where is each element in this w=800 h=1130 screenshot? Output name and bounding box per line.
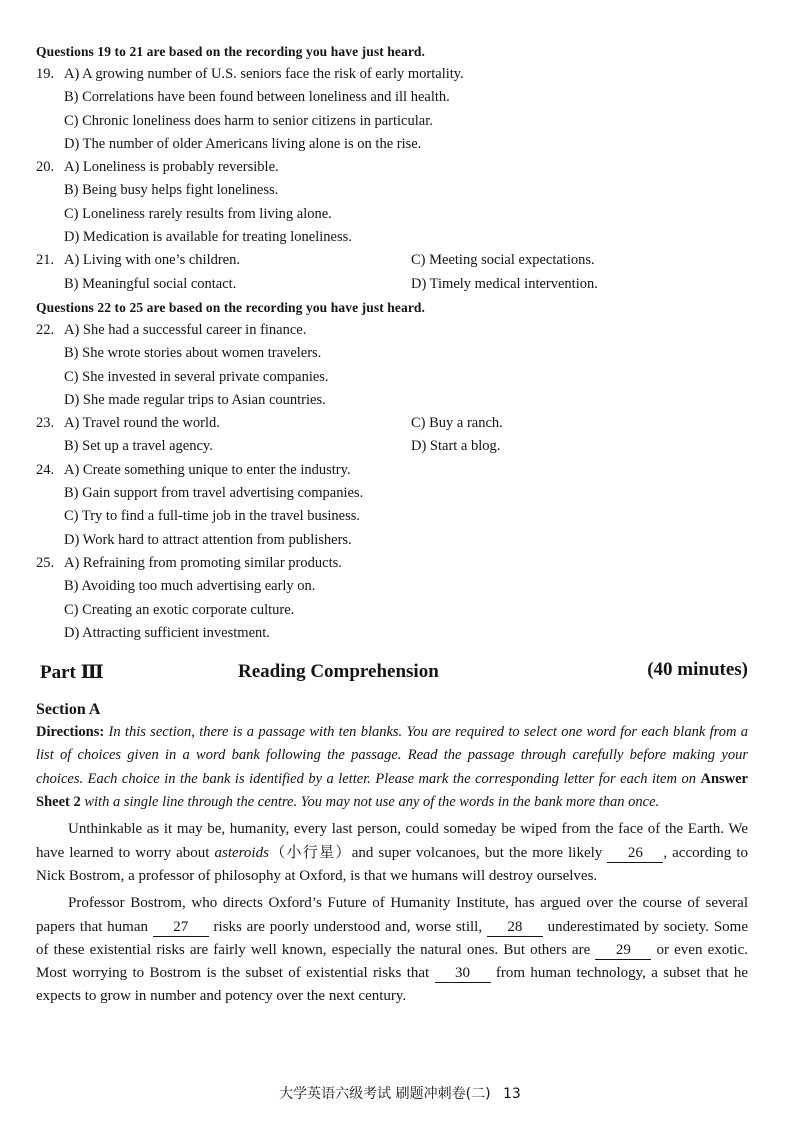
blank-27: 27 (153, 919, 209, 937)
option-b: B) She wrote stories about women travelers. (64, 345, 322, 362)
option-a: A) She had a successful career in finance. (64, 321, 307, 338)
option-d: D) Timely medical intervention. (411, 275, 598, 292)
question-number: 24. (36, 461, 55, 478)
question-20 (36, 156, 748, 249)
term-asteroids: asteroids (214, 844, 269, 861)
blank-26: 26 (607, 845, 663, 863)
option-c: C) Chronic loneliness does harm to senior citizens in particular. (64, 112, 433, 129)
para2-text-2: risks are poorly understood and, worse still, (208, 918, 487, 935)
part-heading (36, 657, 748, 693)
passage-paragraph-1 (36, 818, 748, 888)
blank-29: 29 (595, 942, 651, 960)
passage-paragraph-2 (36, 892, 748, 1008)
group1-heading: Questions 19 to 21 are based on the recording you have just heard. (36, 44, 425, 59)
question-number: 21. (36, 252, 55, 269)
question-number: 22. (36, 321, 55, 338)
option-a: A) Living with one’s children. (64, 252, 240, 269)
question-number: 23. (36, 415, 55, 432)
para1-text-1: Unthinkable as it may be, humanity, every last person, could someday be wiped from the face of the Earth. We have learned to worry about (36, 821, 748, 861)
page-footer (0, 1083, 800, 1103)
option-c: C) Loneliness rarely results from living alone. (64, 205, 332, 222)
option-d: D) Start a blog. (411, 438, 501, 455)
question-23 (36, 412, 748, 459)
option-d: D) She made regular trips to Asian countries. (64, 391, 326, 408)
option-a: A) Create something unique to enter the industry. (64, 461, 351, 478)
question-21 (36, 249, 748, 296)
para2-text-3: underestimated by society. Some of these existential risks are fairly well known, especially the natural ones. But others are (36, 918, 748, 958)
part-title: Reading Comprehension (238, 661, 439, 683)
part-label: Part Ⅲ (40, 662, 104, 684)
option-a: A) Loneliness is probably reversible. (64, 159, 279, 176)
question-number: 19. (36, 66, 55, 82)
option-c: C) Creating an exotic corporate culture. (64, 601, 295, 618)
option-d: D) Work hard to attract attention from publishers. (64, 531, 352, 548)
option-a: A) Travel round the world. (64, 415, 220, 432)
directions-text-1: In this section, there is a passage with ten blanks. You are required to select one word for each blank from a list of choices given in a word bank following the passage. Read the passage through carefully before making your choices. Each choice in the bank is identified by a letter. Please mark the corresponding letter for each item on (36, 724, 748, 787)
option-c: C) Try to find a full-time job in the travel business. (64, 508, 361, 525)
para1-text-2: （小行星）and super volcanoes, but the more likely (268, 844, 608, 861)
option-d: D) Medication is available for treating loneliness. (64, 229, 352, 246)
para2-text-5: from human technology, a subset that he expects to grow in number and potency over the next century. (36, 965, 749, 1005)
directions-text-2: with a single line through the centre. You may not use any of the words in the bank more than once. (80, 794, 660, 811)
option-b: B) Set up a travel agency. (64, 438, 213, 455)
blank-28: 28 (487, 919, 543, 937)
para1-text-3: , according to Nick Bostrom, a professor of philosophy at Oxford, is that we humans will destroy ourselves. (36, 844, 748, 884)
option-b: B) Avoiding too much advertising early on. (64, 578, 316, 595)
option-c: C) Meeting social expectations. (411, 252, 595, 269)
option-b: B) Gain support from travel advertising companies. (64, 485, 364, 502)
question-19 (36, 63, 748, 156)
page-number: 13 (503, 1086, 521, 1102)
option-d: D) Attracting sufficient investment. (64, 624, 270, 641)
blank-30: 30 (435, 965, 491, 983)
footer-title: 大学英语六级考试 刷题冲刺卷(二) (279, 1086, 491, 1102)
directions-label: Directions: (36, 724, 105, 741)
question-22 (36, 319, 748, 412)
option-b: B) Meaningful social contact. (64, 275, 237, 292)
question-number: 20. (36, 159, 55, 176)
option-b: B) Being busy helps fight loneliness. (64, 182, 279, 199)
section-heading: Section A (36, 701, 101, 719)
question-25 (36, 552, 748, 645)
para2-text-4: or even exotic. Most worrying to Bostrom is the subset of existential risks that (36, 941, 748, 982)
group2-heading: Questions 22 to 25 are based on the recording you have just heard. (36, 299, 425, 315)
question-24 (36, 459, 748, 552)
para2-text-1: Professor Bostrom, who directs Oxford’s Future of Humanity Institute, has argued over the course of several papers that human (36, 895, 748, 935)
directions (36, 721, 748, 814)
option-a: A) Refraining from promoting similar products. (64, 554, 342, 571)
option-c: C) Buy a ranch. (411, 415, 503, 432)
question-number: 25. (36, 554, 55, 571)
option-d: D) The number of older Americans living alone is on the rise. (64, 135, 422, 152)
part-time: (40 minutes) (647, 659, 748, 681)
option-a: A) A growing number of U.S. seniors face the risk of early mortality. (64, 66, 464, 82)
option-c: C) She invested in several private companies. (64, 368, 329, 385)
exam-page (36, 40, 748, 1009)
option-b: B) Correlations have been found between loneliness and ill health. (64, 89, 450, 106)
answer-sheet-label: Answer Sheet 2 (36, 770, 748, 811)
